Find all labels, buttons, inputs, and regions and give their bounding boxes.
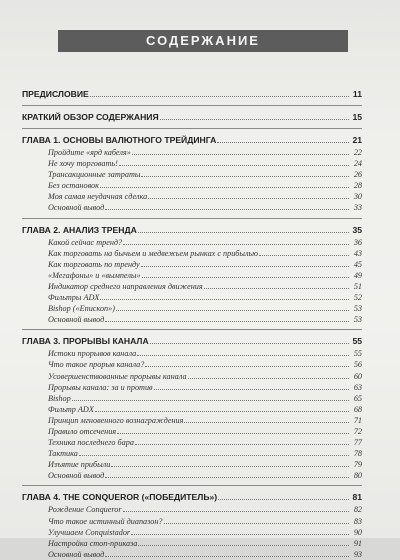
entry-title: Основной вывод xyxy=(48,203,105,213)
toc-section-entry xyxy=(22,470,362,481)
entry-title: Тактика xyxy=(48,449,78,459)
entry-title: ГЛАВА 3. ПРОРЫВЫ КАНАЛА xyxy=(22,336,149,347)
dot-leader xyxy=(105,314,349,322)
toc-section-entry xyxy=(22,504,362,515)
toc-section-entry xyxy=(22,549,362,560)
entry-page-number: 72 xyxy=(353,426,362,436)
toc-section-entry xyxy=(22,303,362,314)
toc-section-entry xyxy=(22,191,362,202)
toc-section-entry xyxy=(22,359,362,370)
entry-title: Прорывы канала: за и против xyxy=(48,382,153,392)
dot-leader xyxy=(160,112,349,120)
entry-page-number: 81 xyxy=(352,492,362,503)
toc-section-entry xyxy=(22,180,362,191)
entry-page-number: 91 xyxy=(353,538,362,548)
entry-title: Фильтр ADX xyxy=(48,404,94,414)
toc-section-entry xyxy=(22,437,362,448)
section-divider xyxy=(22,128,362,129)
entry-title: Что такое истинный диапазон? xyxy=(48,516,163,526)
entry-page-number: 65 xyxy=(353,393,362,403)
dot-leader xyxy=(105,549,349,557)
entry-title: Улучшаем Conquistador xyxy=(48,527,131,537)
entry-page-number: 35 xyxy=(352,224,362,235)
entry-page-number: 82 xyxy=(353,505,362,515)
dot-leader xyxy=(142,270,349,278)
toc-section-entry xyxy=(22,158,362,169)
dot-leader xyxy=(148,191,349,199)
entry-page-number: 53 xyxy=(353,315,362,325)
toc-section-entry xyxy=(22,292,362,303)
dot-leader xyxy=(164,516,350,524)
entry-title: Усовершенствованные прорывы канала xyxy=(48,371,187,381)
toc-section-entry xyxy=(22,538,362,549)
entry-title: Трансакционные затраты xyxy=(48,170,141,180)
dot-leader xyxy=(150,336,349,344)
entry-page-number: 33 xyxy=(353,203,362,213)
entry-page-number: 26 xyxy=(353,170,362,180)
entry-title: Рождение Conqueror xyxy=(48,505,122,515)
section-divider xyxy=(22,329,362,330)
entry-page-number: 53 xyxy=(353,304,362,314)
table-of-contents xyxy=(22,88,362,560)
entry-title: Основной вывод xyxy=(48,471,105,481)
entry-page-number: 56 xyxy=(353,360,362,370)
dot-leader xyxy=(116,303,349,311)
entry-page-number: 11 xyxy=(352,89,362,99)
toc-section-entry xyxy=(22,516,362,527)
dot-leader xyxy=(117,426,349,434)
entry-title: Как торговать по тренду xyxy=(48,259,140,269)
entry-page-number: 28 xyxy=(353,181,362,191)
entry-title: Истоки прорывов канала xyxy=(48,349,137,359)
entry-page-number: 83 xyxy=(353,516,362,526)
dot-leader xyxy=(119,158,349,166)
toc-section-entry xyxy=(22,371,362,382)
entry-title: Правило отсечения xyxy=(48,426,117,436)
dot-leader xyxy=(217,135,349,143)
toc-chapter-entry xyxy=(22,335,362,348)
entry-title: ГЛАВА 1. ОСНОВЫ ВАЛЮТНОГО ТРЕЙДИНГА xyxy=(22,135,217,145)
toc-chapter-entry xyxy=(22,224,362,237)
toc-section-entry xyxy=(22,393,362,404)
entry-page-number: 80 xyxy=(353,471,362,481)
dot-leader xyxy=(141,169,349,177)
entry-page-number: 21 xyxy=(352,135,362,145)
entry-page-number: 55 xyxy=(353,349,362,359)
dot-leader xyxy=(132,147,349,155)
entry-page-number: 68 xyxy=(353,404,362,414)
entry-page-number: 71 xyxy=(353,415,362,425)
entry-title: Техника последнего бара xyxy=(48,438,134,448)
dot-leader xyxy=(138,225,349,233)
entry-page-number: 30 xyxy=(353,192,362,202)
entry-page-number: 49 xyxy=(353,270,362,280)
dot-leader xyxy=(72,393,349,401)
entry-title: Что такое прорыв канала? xyxy=(48,360,145,370)
entry-title: Основной вывод xyxy=(48,549,105,559)
toc-chapter-entry xyxy=(22,111,362,124)
dot-leader xyxy=(79,448,349,456)
dot-leader xyxy=(123,237,349,245)
entry-page-number: 63 xyxy=(353,382,362,392)
entry-page-number: 78 xyxy=(353,449,362,459)
entry-page-number: 43 xyxy=(353,248,362,258)
entry-title: КРАТКИЙ ОБЗОР СОДЕРЖАНИЯ xyxy=(22,112,159,122)
entry-page-number: 45 xyxy=(353,259,362,269)
entry-page-number: 15 xyxy=(352,112,362,122)
dot-leader xyxy=(188,371,349,379)
entry-title: «Мегафоны» и «вымпелы» xyxy=(48,270,141,280)
entry-page-number: 22 xyxy=(353,148,362,157)
toc-chapter-entry xyxy=(22,491,362,504)
toc-chapter-entry xyxy=(22,134,362,147)
dot-leader xyxy=(131,527,349,535)
toc-section-entry xyxy=(22,169,362,180)
toc-section-entry xyxy=(22,281,362,292)
dot-leader xyxy=(135,437,349,445)
entry-title: Настройка стоп-приказа xyxy=(48,538,138,548)
toc-section-entry xyxy=(22,237,362,248)
toc-section-entry xyxy=(22,270,362,281)
toc-section-entry xyxy=(22,448,362,459)
entry-title: Пройдите «ярд кабеля» xyxy=(48,148,131,157)
entry-title: Не хочу торговать! xyxy=(48,159,118,169)
dot-leader xyxy=(105,202,349,210)
toc-section-entry xyxy=(22,147,362,158)
dot-leader xyxy=(145,359,349,367)
entry-title: Какой сейчас тренд? xyxy=(48,237,123,247)
entry-title: Bishop («Епископ») xyxy=(48,304,115,314)
toc-section-entry xyxy=(22,404,362,415)
entry-page-number: 90 xyxy=(353,527,362,537)
toc-section-entry xyxy=(22,314,362,325)
dot-leader xyxy=(154,382,349,390)
entry-page-number: 93 xyxy=(353,549,362,559)
section-divider xyxy=(22,105,362,106)
toc-chapter-entry xyxy=(22,88,362,101)
dot-leader xyxy=(90,89,349,97)
entry-title: Основной вывод xyxy=(48,315,105,325)
contents-heading: СОДЕРЖАНИЕ xyxy=(58,30,348,52)
dot-leader xyxy=(184,415,349,423)
dot-leader xyxy=(137,348,349,356)
toc-section-entry xyxy=(22,382,362,393)
dot-leader xyxy=(105,470,349,478)
entry-title: ГЛАВА 2. АНАЛИЗ ТРЕНДА xyxy=(22,224,137,235)
entry-title: Принцип мгновенного вознаграждения xyxy=(48,415,184,425)
entry-title: Как торговать на бычьем и медвежьем рынках с прибылью xyxy=(48,248,259,258)
dot-leader xyxy=(123,504,349,512)
entry-page-number: 55 xyxy=(352,336,362,347)
entry-title: Bishop xyxy=(48,393,71,403)
entry-title: Фильтры ADX xyxy=(48,293,100,303)
toc-section-entry xyxy=(22,459,362,470)
entry-title: Без остановок xyxy=(48,181,99,191)
toc-section-entry xyxy=(22,415,362,426)
entry-page-number: 52 xyxy=(353,293,362,303)
toc-section-entry xyxy=(22,348,362,359)
toc-section-entry xyxy=(22,527,362,538)
entry-title: ПРЕДИСЛОВИЕ xyxy=(22,89,89,99)
dot-leader xyxy=(259,248,349,256)
entry-title: ГЛАВА 4. THE CONQUEROR («ПОБЕДИТЕЛЬ») xyxy=(22,492,218,503)
section-divider xyxy=(22,218,362,219)
entry-page-number: 51 xyxy=(353,281,362,291)
entry-title: Индикатор среднего направления движения xyxy=(48,281,203,291)
dot-leader xyxy=(100,292,349,300)
dot-leader xyxy=(111,459,349,467)
dot-leader xyxy=(95,404,349,412)
toc-section-entry xyxy=(22,259,362,270)
dot-leader xyxy=(218,492,349,500)
dot-leader xyxy=(141,259,349,267)
dot-leader xyxy=(204,281,349,289)
dot-leader xyxy=(100,180,349,188)
entry-page-number: 36 xyxy=(353,237,362,247)
entry-page-number: 24 xyxy=(353,159,362,169)
entry-title: Моя самая неудачная сделка xyxy=(48,192,148,202)
entry-page-number: 79 xyxy=(353,460,362,470)
entry-page-number: 60 xyxy=(353,371,362,381)
toc-section-entry xyxy=(22,426,362,437)
toc-section-entry xyxy=(22,202,362,213)
section-divider xyxy=(22,485,362,486)
dot-leader xyxy=(138,538,349,546)
entry-page-number: 77 xyxy=(353,438,362,448)
toc-section-entry xyxy=(22,248,362,259)
entry-title: Изъятие прибыли xyxy=(48,460,111,470)
